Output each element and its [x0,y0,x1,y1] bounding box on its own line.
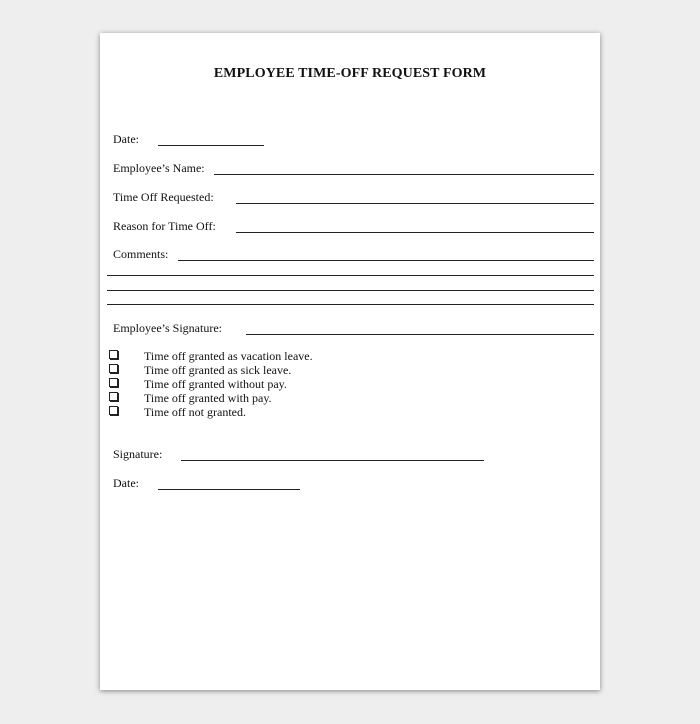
approval-signature-label: Signature: [113,447,163,461]
time-off-requested-line[interactable] [236,203,594,204]
employee-signature-label: Employee’s Signature: [113,321,222,335]
time-off-requested-label: Time Off Requested: [113,190,214,204]
date-label: Date: [113,132,139,146]
option-checkbox[interactable] [109,392,118,401]
comments-extra-line[interactable] [107,275,594,276]
form-page [100,33,600,690]
option-checkbox[interactable] [109,406,118,415]
option-checkbox[interactable] [109,364,118,373]
option-label: Time off not granted. [144,405,246,419]
employee-name-line[interactable] [214,174,594,175]
approval-date-line[interactable] [158,489,300,490]
option-checkbox[interactable] [109,350,118,359]
employee-name-label: Employee’s Name: [113,161,205,175]
comments-extra-line[interactable] [107,290,594,291]
comments-extra-line[interactable] [107,304,594,305]
option-label: Time off granted as sick leave. [144,363,292,377]
employee-signature-line[interactable] [246,334,594,335]
approval-signature-line[interactable] [181,460,484,461]
comments-label: Comments: [113,247,169,261]
option-label: Time off granted without pay. [144,377,287,391]
reason-label: Reason for Time Off: [113,219,216,233]
form-title: EMPLOYEE TIME-OFF REQUEST FORM [213,66,487,81]
date-line[interactable] [158,145,264,146]
comments-line[interactable] [178,260,594,261]
option-checkbox[interactable] [109,378,118,387]
approval-date-label: Date: [113,476,139,490]
option-label: Time off granted with pay. [144,391,272,405]
reason-line[interactable] [236,232,594,233]
option-label: Time off granted as vacation leave. [144,349,313,363]
